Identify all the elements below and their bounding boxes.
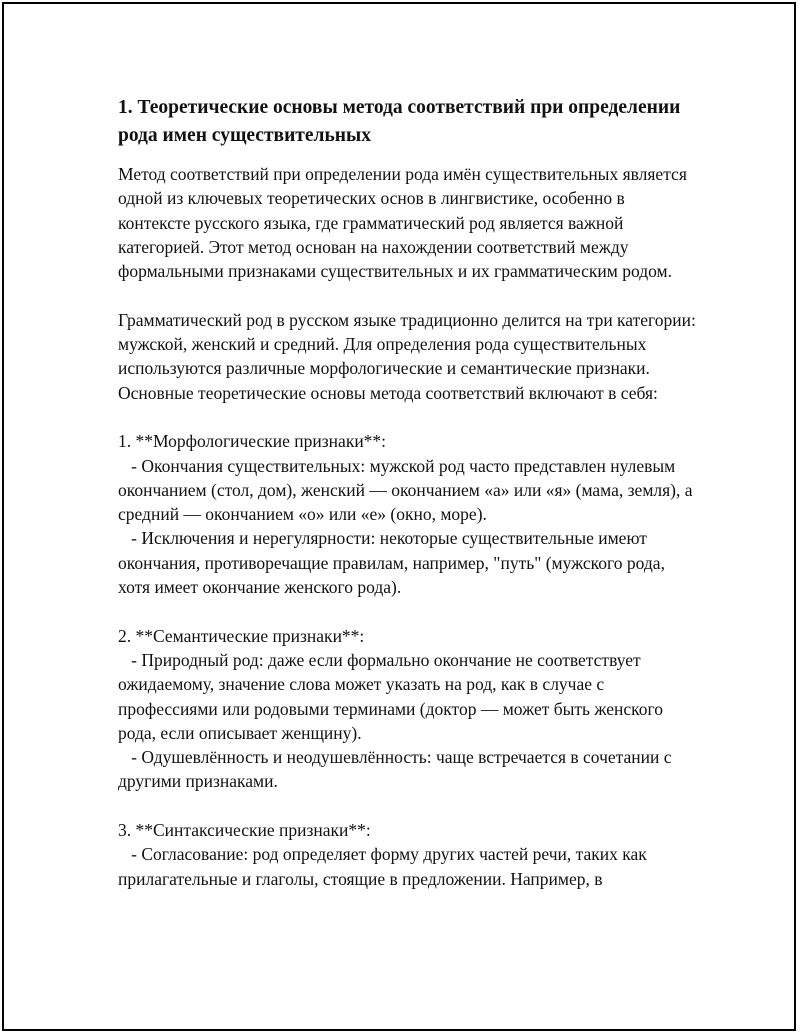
document-body: [118, 94, 701, 891]
paragraph-categories: Грамматический род в русском языке традиционно делится на три категории: мужской, женский и средний. Для определения рода существительных используются различные морфологические и семантические признаки. Основные теоретические основы метода соответствий включают в себя:: [118, 309, 701, 403]
paragraph-intro: Метод соответствий при определении рода имён существительных является одной из ключевых теоретических основ в лингвистике, особенно в контексте русского языка, где грамматический род является важной категорией. Этот метод основан на нахождении соответствий между формальными признаками существительных и их грамматическим родом.: [118, 164, 692, 282]
paragraph-spacer: [118, 599, 698, 623]
paragraph-spacer: [118, 405, 698, 429]
list-item-semantic: 2. **Семантические признаки**: - Природный род: даже если формально окончание не соответствует ожидаемому, значение слова может указать на род, как в случае с профессиями или родовыми терминами (доктор — может быть женского рода, если описывает женщину). - Одушевлённость и неодушевлённость: чаще встречается в сочетании с другими признаками.: [118, 625, 672, 792]
section-title: 1. Теоретические основы метода соответствий при определении рода имен существительных: [118, 97, 681, 146]
paragraph-spacer: [118, 283, 698, 307]
paragraph-spacer: [118, 794, 698, 818]
list-item-morphological: 1. **Морфологические признаки**: - Окончания существительных: мужской род часто представлен нулевым окончанием (стол, дом), женский — окончанием «а» или «я» (мама, земля), а средний — окончанием «о» или «е» (окно, море). - Исключения и нерегулярности: некоторые существительные имеют окончания, противоречащие правилам, например, "путь" (мужского рода, хотя имеет окончание женского рода).: [118, 431, 693, 598]
list-item-syntactic: 3. **Синтаксические признаки**: - Согласование: род определяет форму других частей речи, таких как прилагательные и глаголы, стоящие в предложении. Например, в: [118, 820, 647, 889]
